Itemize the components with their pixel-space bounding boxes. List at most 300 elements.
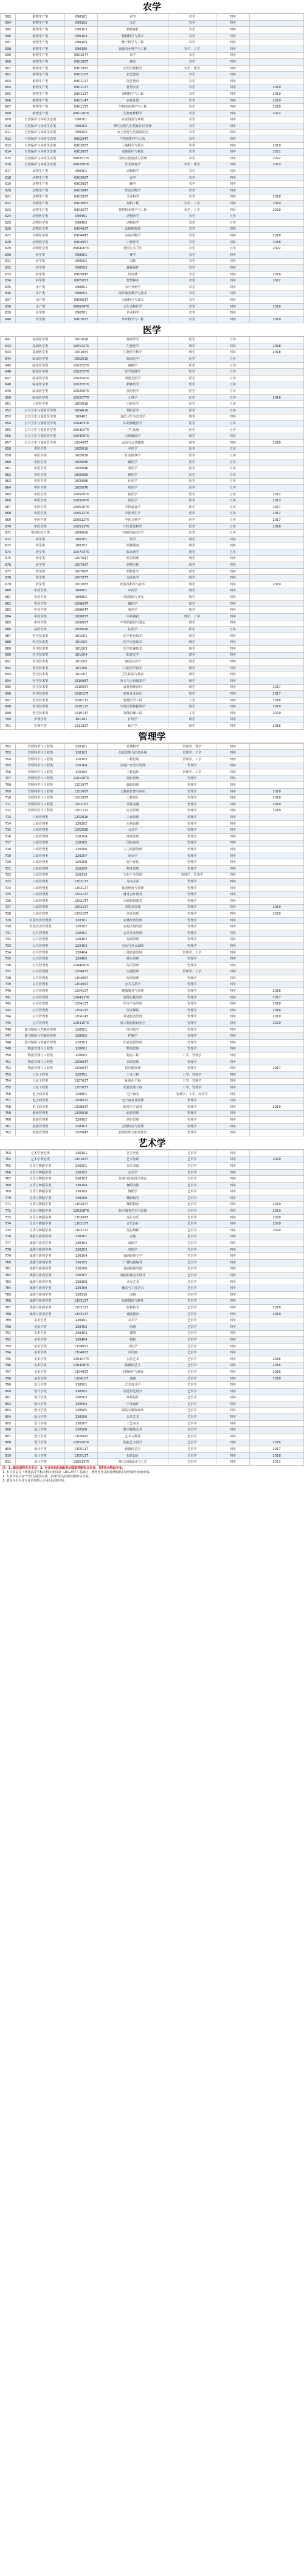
- table-cell: 标准化工程: [97, 1078, 168, 1085]
- table-cell: 090403T: [65, 226, 97, 233]
- table-cell: 655: [1, 427, 16, 433]
- table-cell: 767: [1, 1176, 16, 1183]
- table-cell: [250, 1420, 304, 1427]
- table-cell: 管理学: [168, 1020, 216, 1027]
- table-cell: 120408T: [65, 975, 97, 982]
- table-cell: 理学: [168, 343, 216, 350]
- table-row: [1, 433, 304, 440]
- table-cell: 四年: [216, 684, 250, 691]
- table-cell: 生物医学科学: [97, 349, 168, 356]
- table-cell: 695: [1, 684, 16, 691]
- table-cell: 药物分析: [97, 562, 168, 569]
- table-cell: 625: [1, 220, 16, 227]
- table-cell: 120405: [65, 956, 97, 963]
- table-cell: 医学: [168, 517, 216, 524]
- table-cell: 艺术学: [168, 1234, 216, 1240]
- table-cell: [250, 1401, 304, 1408]
- table-cell: 2016: [250, 303, 304, 310]
- table-cell: [250, 840, 304, 847]
- table-cell: 植物生产类: [16, 84, 65, 91]
- table-cell: 饲料工程: [97, 201, 168, 207]
- table-cell: 零售业管理: [97, 904, 168, 911]
- table-cell: 妇幼保健医学: [97, 421, 168, 427]
- table-cell: 四年: [216, 72, 250, 78]
- table-cell: 747: [1, 1033, 16, 1040]
- table-cell: 696: [1, 691, 16, 698]
- table-row: [1, 782, 304, 789]
- table-cell: 农学、工学: [168, 201, 216, 207]
- table-cell: 动物医学类: [16, 220, 65, 227]
- table-cell: 园艺: [97, 20, 168, 27]
- table-cell: 649: [1, 388, 16, 395]
- table-cell: 733: [1, 943, 16, 950]
- table-cell: 音乐与舞蹈学类: [16, 1214, 65, 1221]
- table-cell: 676: [1, 562, 16, 569]
- table-cell: 植物生产类: [16, 59, 65, 66]
- table-cell: 120403: [65, 943, 97, 950]
- table-cell: 工业工程类: [16, 1078, 65, 1085]
- table-cell: 美术学: [97, 1317, 168, 1324]
- table-cell: 690: [1, 652, 16, 659]
- table-cell: 130209T: [65, 1214, 97, 1221]
- table-cell: 130507: [65, 1420, 97, 1427]
- table-row: [1, 847, 304, 853]
- table-cell: 管理学: [168, 1097, 216, 1104]
- table-cell: 管理学: [168, 904, 216, 911]
- table-cell: 120401: [65, 930, 97, 936]
- table-cell: 782: [1, 1273, 16, 1279]
- table-cell: 四年: [216, 969, 250, 975]
- table-cell: 四年: [216, 1085, 250, 1091]
- table-cell: 口腔医学技术: [97, 665, 168, 671]
- table-cell: 市场营销教育: [97, 898, 168, 904]
- table-cell: 公共管理类: [16, 943, 65, 950]
- table-cell: [250, 866, 304, 873]
- table-cell: 713: [1, 814, 16, 821]
- table-cell: 597: [1, 39, 16, 46]
- table-cell: 理学: [168, 607, 216, 614]
- table-row: [1, 697, 304, 704]
- table-cell: [250, 1279, 304, 1285]
- table-row: [1, 1201, 304, 1208]
- table-cell: 四年: [216, 1395, 250, 1401]
- table-cell: 100801: [65, 588, 97, 594]
- table-cell: 工商管理类: [16, 866, 65, 873]
- table-cell: 598: [1, 46, 16, 52]
- table-cell: [250, 20, 304, 27]
- table-cell: 管理学: [168, 788, 216, 795]
- table-cell: 医学: [168, 485, 216, 492]
- table-cell: 四年: [216, 859, 250, 866]
- table-cell: 100103T: [65, 349, 97, 356]
- table-cell: [250, 427, 304, 433]
- table-cell: 2019: [250, 808, 304, 814]
- table-cell: 管理学、工学: [168, 969, 216, 975]
- table-cell: 医学: [168, 356, 216, 363]
- table-cell: 农学: [168, 181, 216, 188]
- table-cell: 四年: [216, 1182, 250, 1189]
- table-cell: 2019: [250, 91, 304, 98]
- table-cell: 101007: [65, 671, 97, 678]
- table-cell: 四年: [216, 981, 250, 988]
- table-cell: [250, 376, 304, 382]
- table-cell: 智慧林业: [97, 278, 168, 284]
- table-cell: 729: [1, 917, 16, 924]
- table-row: [1, 1046, 304, 1053]
- table-cell: 760: [1, 1117, 16, 1124]
- table-cell: 农学: [168, 194, 216, 201]
- table-cell: 美术学类: [16, 1343, 65, 1350]
- table-cell: 090504T: [65, 271, 97, 278]
- table-cell: 书法学: [97, 1343, 168, 1350]
- table-cell: 五年: [216, 356, 250, 363]
- table-cell: 电子商务及法律: [97, 1097, 168, 1104]
- table-cell: 638: [1, 303, 16, 310]
- table-cell: 动植物检疫: [97, 226, 168, 233]
- table-cell: 120901K: [65, 1110, 97, 1117]
- table-cell: 艺术学: [168, 1266, 216, 1273]
- table-cell: 医学技术类: [16, 659, 65, 665]
- table-cell: 农学: [97, 14, 168, 21]
- table-cell: 工业工程类: [16, 1072, 65, 1079]
- table-cell: 设计学类: [16, 1395, 65, 1401]
- table-cell: 五年: [216, 421, 250, 427]
- table-cell: 609: [1, 117, 16, 123]
- table-cell: 624: [1, 213, 16, 220]
- table-cell: 管理学: [168, 885, 216, 891]
- table-cell: 助产学: [97, 723, 168, 730]
- table-cell: [250, 1324, 304, 1330]
- table-cell: 医学影像学: [97, 369, 168, 376]
- table-cell: 护理学类: [16, 723, 65, 730]
- table-cell: 130512T: [65, 1452, 97, 1459]
- table-cell: 管理学: [168, 975, 216, 982]
- table-cell: [250, 872, 304, 879]
- table-cell: 四年: [216, 1382, 250, 1389]
- table-cell: 管理学: [168, 891, 216, 898]
- table-cell: 120204: [65, 834, 97, 840]
- table-cell: 四年: [216, 988, 250, 995]
- table-cell: 动物药学: [97, 220, 168, 227]
- table-cell: 管理学: [168, 782, 216, 789]
- table-cell: [250, 446, 304, 453]
- table-cell: 697: [1, 697, 16, 704]
- table-cell: 临床医学类: [16, 376, 65, 382]
- table-cell: 四年: [216, 174, 250, 181]
- table-cell: [250, 1163, 304, 1170]
- table-cell: 100901K: [65, 627, 97, 633]
- table-cell: 130310: [65, 1292, 97, 1299]
- table-cell: 777: [1, 1240, 16, 1247]
- table-cell: 2018: [250, 1452, 304, 1459]
- table-cell: [250, 401, 304, 408]
- table-row: [1, 866, 304, 873]
- table-cell: 2019: [250, 1104, 304, 1110]
- table-cell: 农业经济管理类: [16, 917, 65, 924]
- table-cell: [250, 949, 304, 956]
- table-cell: 090406TK: [65, 246, 97, 252]
- table-cell: 616: [1, 162, 16, 168]
- table-cell: 药事管理: [97, 555, 168, 562]
- table-cell: 理学: [168, 568, 216, 575]
- table-row: [1, 162, 304, 168]
- table-cell: 临床医学类: [16, 362, 65, 369]
- table-cell: 793: [1, 1343, 16, 1350]
- table-cell: 四年: [216, 614, 250, 620]
- table-cell: 公共管理类: [16, 994, 65, 1001]
- table-cell: 农学、理学: [168, 162, 216, 168]
- table-cell: 土地资源管理: [97, 949, 168, 956]
- table-cell: 715: [1, 827, 16, 834]
- table-cell: 130501: [65, 1382, 97, 1389]
- table-cell: 药物制剂: [97, 543, 168, 549]
- table-cell: 090106: [65, 46, 97, 52]
- table-cell: 120106TK: [65, 775, 97, 782]
- table-cell: 音乐与舞蹈学类: [16, 1228, 65, 1234]
- table-cell: 621: [1, 194, 16, 201]
- table-cell: 管理学: [168, 1008, 216, 1014]
- table-cell: 790: [1, 1324, 16, 1330]
- table-cell: 702: [1, 743, 16, 750]
- table-cell: 130402: [65, 1324, 97, 1330]
- table-cell: 637: [1, 297, 16, 304]
- table-row: [1, 258, 304, 265]
- table-row: [1, 1020, 304, 1027]
- table-cell: 运动与公共健康: [97, 440, 168, 447]
- table-row: [1, 349, 304, 356]
- table-cell: 管理学: [168, 847, 216, 853]
- table-cell: [250, 459, 304, 465]
- table-cell: [250, 1240, 304, 1247]
- table-cell: 2022: [250, 278, 304, 284]
- table-cell: 管理科学与工程类: [16, 782, 65, 789]
- table-cell: 2020: [250, 207, 304, 213]
- table-cell: 130308: [65, 1279, 97, 1285]
- table-cell: 公共管理类: [16, 949, 65, 956]
- table-row: [1, 181, 304, 188]
- table-cell: 120211T: [65, 879, 97, 885]
- table-cell: 应用生物科学: [97, 65, 168, 72]
- table-cell: 四年: [216, 820, 250, 827]
- table-cell: 医学技术类: [16, 671, 65, 678]
- table-cell: 090201: [65, 117, 97, 123]
- table-cell: [250, 252, 304, 258]
- table-cell: 艺术学: [168, 1182, 216, 1189]
- table-cell: 公共卫生与预防医学类: [16, 427, 65, 433]
- table-cell: 农学: [168, 91, 216, 98]
- table-cell: 工商管理: [97, 814, 168, 821]
- table-cell: 605: [1, 91, 16, 98]
- table-cell: 艺术学: [168, 1324, 216, 1330]
- table-cell: 635: [1, 284, 16, 290]
- table-cell: 艺术设计学: [97, 1382, 168, 1389]
- section-title: 医学: [0, 323, 304, 337]
- table-cell: 五年: [216, 465, 250, 472]
- table-cell: 人力资源管理: [97, 847, 168, 853]
- table-cell: 090601: [65, 284, 97, 290]
- table-cell: 管理科学与工程类: [16, 763, 65, 769]
- table-cell: 2020: [250, 440, 304, 447]
- table-cell: [250, 369, 304, 376]
- table-cell: 美术学类: [16, 1337, 65, 1344]
- table-cell: 信息管理与信息系统: [97, 750, 168, 757]
- table-row: [1, 369, 304, 376]
- table-cell: 农药化肥: [97, 97, 168, 104]
- table-cell: 农学: [168, 78, 216, 84]
- table-cell: 四年: [216, 142, 250, 149]
- table-cell: 737: [1, 969, 16, 975]
- table-cell: [250, 33, 304, 39]
- table-cell: 艺术学: [168, 1305, 216, 1311]
- table-cell: 四年: [216, 1427, 250, 1434]
- table-row: [1, 627, 304, 633]
- table-cell: 四年: [216, 1298, 250, 1305]
- table-cell: 艺术学: [168, 1362, 216, 1369]
- table-cell: 四年: [216, 704, 250, 710]
- table-cell: 中医学类: [16, 459, 65, 465]
- table-row: [1, 1434, 304, 1440]
- table-cell: 医学技术类: [16, 678, 65, 684]
- table-row: [1, 453, 304, 459]
- table-cell: 草业科学: [97, 310, 168, 317]
- table-cell: 艺术学: [168, 1189, 216, 1195]
- table-cell: 四年: [216, 226, 250, 233]
- table-cell: 810: [1, 1452, 16, 1459]
- table-cell: 公共关系学: [97, 981, 168, 988]
- table-cell: 2021: [250, 149, 304, 156]
- table-cell: 758: [1, 1104, 16, 1110]
- table-cell: [250, 46, 304, 52]
- table-cell: 四年: [216, 1059, 250, 1065]
- table-cell: 100702: [65, 543, 97, 549]
- table-cell: 陶瓷艺术设计: [97, 1440, 168, 1446]
- table-cell: 619: [1, 181, 16, 188]
- table-cell: 农学、工学: [168, 46, 216, 52]
- table-cell: 临床医学类: [16, 382, 65, 388]
- table-cell: 回医学: [97, 498, 168, 504]
- table-cell: 623: [1, 207, 16, 213]
- table-cell: 775: [1, 1228, 16, 1234]
- table-row: [1, 78, 304, 84]
- table-cell: 四年: [216, 582, 250, 588]
- table-cell: 美术学类: [16, 1330, 65, 1337]
- table-cell: 090501: [65, 252, 97, 258]
- table-cell: 艺术学: [168, 1420, 216, 1427]
- table-cell: 四年: [216, 1253, 250, 1260]
- table-row: [1, 620, 304, 627]
- table-cell: 理学: [168, 600, 216, 607]
- table-cell: 090203: [65, 129, 97, 136]
- table-cell: 770: [1, 1195, 16, 1202]
- table-row: [1, 827, 304, 834]
- table-cell: 艺术学: [168, 1279, 216, 1285]
- table-row: [1, 233, 304, 239]
- table-cell: 音乐与舞蹈学类: [16, 1189, 65, 1195]
- table-row: [1, 684, 304, 691]
- table-cell: [250, 639, 304, 646]
- table-cell: [250, 879, 304, 885]
- table-row: [1, 1266, 304, 1273]
- table-cell: 120503: [65, 1040, 97, 1046]
- table-cell: 生物质科学与工程: [97, 136, 168, 143]
- table-cell: 物流管理与工程类: [16, 1065, 65, 1072]
- table-cell: 四年: [216, 1305, 250, 1311]
- table-cell: 药学类: [16, 582, 65, 588]
- table-cell: 四年: [216, 1446, 250, 1453]
- table-cell: 100301K: [65, 401, 97, 408]
- table-cell: 四年: [216, 1014, 250, 1020]
- table-cell: 工商管理类: [16, 827, 65, 834]
- table-cell: 五年: [216, 376, 250, 382]
- table-cell: 艺术学: [168, 1401, 216, 1408]
- table-cell: 工程审计: [97, 795, 168, 802]
- table-cell: 管理科学与工程类: [16, 750, 65, 757]
- table-cell: 理学: [168, 633, 216, 639]
- table-row: [1, 607, 304, 614]
- table-cell: 2019: [250, 704, 304, 710]
- table-row: [1, 594, 304, 601]
- table-cell: 四年: [216, 716, 250, 723]
- table-cell: 四年: [216, 1362, 250, 1369]
- table-cell: 120803T: [65, 1104, 97, 1110]
- table-cell: 四年: [216, 814, 250, 821]
- table-cell: 设施农业科学与工程: [97, 46, 168, 52]
- table-row: [1, 1234, 304, 1240]
- table-cell: 653: [1, 414, 16, 421]
- table-row: [1, 788, 304, 795]
- table-cell: [250, 1395, 304, 1401]
- table-cell: 746: [1, 1026, 16, 1033]
- table-cell: 四年: [216, 743, 250, 750]
- table-row: [1, 1298, 304, 1305]
- table-cell: 物流管理: [97, 1046, 168, 1053]
- table-cell: 公共管理类: [16, 962, 65, 969]
- table-cell: 艺术学: [168, 1253, 216, 1260]
- table-cell: 678: [1, 575, 16, 582]
- table-cell: 130301: [65, 1234, 97, 1240]
- table-cell: 艺术管理: [97, 1156, 168, 1163]
- table-cell: 林学类: [16, 258, 65, 265]
- table-row: [1, 1221, 304, 1228]
- table-cell: 642: [1, 343, 16, 350]
- table-cell: 艺术学: [168, 1434, 216, 1440]
- table-cell: 四年: [216, 33, 250, 39]
- table-cell: [250, 472, 304, 478]
- table-cell: 120208: [65, 859, 97, 866]
- table-cell: 四年: [216, 252, 250, 258]
- table-cell: 768: [1, 1182, 16, 1189]
- table-cell: 艺术学: [168, 1201, 216, 1208]
- table-row: [1, 1104, 304, 1110]
- table-cell: [250, 39, 304, 46]
- table-cell: 四年: [216, 1040, 250, 1046]
- table-cell: 艺术学: [168, 1298, 216, 1305]
- table-cell: 播音与主持艺术: [97, 1285, 168, 1292]
- table-cell: 设计学类: [16, 1446, 65, 1453]
- table-row: [1, 924, 304, 930]
- table-cell: 基础医学类: [16, 349, 65, 356]
- table-cell: 管理科学与工程类: [16, 769, 65, 776]
- table-row: [1, 1407, 304, 1414]
- table-row: [1, 1452, 304, 1459]
- table-cell: [250, 258, 304, 265]
- table-cell: 管理学: [168, 1040, 216, 1046]
- table-cell: 动物生产类: [16, 181, 65, 188]
- table-cell: 四年: [216, 194, 250, 201]
- table-cell: 四年: [216, 607, 250, 614]
- table-cell: 748: [1, 1040, 16, 1046]
- table-cell: 090116TK: [65, 110, 97, 117]
